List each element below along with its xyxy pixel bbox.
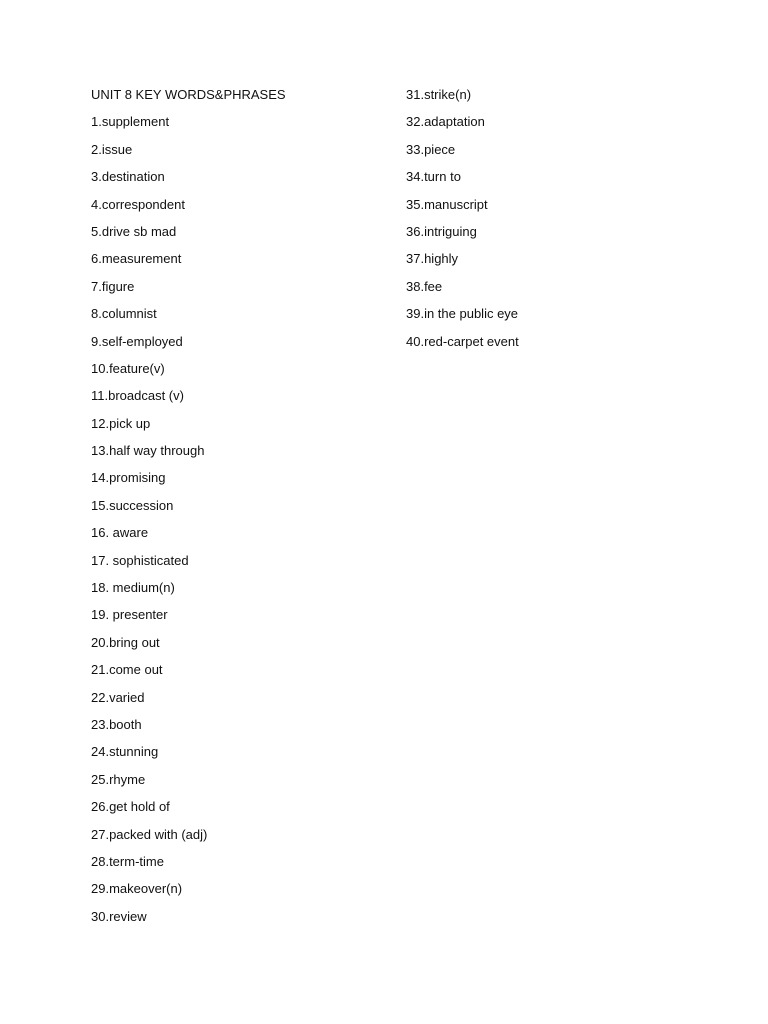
list-item: 13.half way through bbox=[91, 443, 205, 459]
list-item: 18. medium(n) bbox=[91, 580, 175, 596]
list-item: 1.supplement bbox=[91, 114, 170, 130]
list-item: 17. sophisticated bbox=[91, 552, 189, 568]
list-item: 16. aware bbox=[91, 525, 149, 541]
list-item: 26.get hold of bbox=[91, 799, 170, 815]
list-item: 31.strike(n) bbox=[406, 87, 472, 102]
list-item: 4.correspondent bbox=[91, 196, 185, 212]
list-item: 6.measurement bbox=[91, 251, 182, 267]
list-item: 21.come out bbox=[91, 662, 163, 678]
list-item: 34.turn to bbox=[406, 169, 461, 185]
list-item: 25.rhyme bbox=[91, 771, 146, 787]
list-item: 7.figure bbox=[91, 278, 135, 294]
list-item: 11.broadcast (v) bbox=[91, 388, 184, 404]
list-item: 15.succession bbox=[91, 497, 174, 513]
list-item: 5.drive sb mad bbox=[91, 223, 177, 239]
list-item: 23.booth bbox=[91, 716, 142, 732]
page-title: UNIT 8 KEY WORDS&PHRASES bbox=[91, 87, 286, 102]
list-item: 22.varied bbox=[91, 689, 145, 705]
list-item: 14.promising bbox=[91, 470, 166, 486]
list-item: 12.pick up bbox=[91, 415, 151, 431]
list-item: 24.stunning bbox=[91, 744, 159, 760]
list-item: 33.piece bbox=[406, 141, 456, 157]
list-item: 29.makeover(n) bbox=[91, 881, 183, 897]
list-item: 28.term-time bbox=[91, 853, 164, 869]
list-item: 9.self-employed bbox=[91, 333, 183, 349]
list-item: 27.packed with (adj) bbox=[91, 826, 208, 842]
list-item: 3.destination bbox=[91, 169, 165, 185]
list-item: 35.manuscript bbox=[406, 196, 488, 212]
list-item: 39.in the public eye bbox=[406, 306, 519, 322]
list-item: 20.bring out bbox=[91, 634, 160, 650]
list-item: 2.issue bbox=[91, 141, 133, 157]
list-item: 38.fee bbox=[406, 278, 443, 294]
list-item: 37.highly bbox=[406, 251, 459, 267]
list-item: 32.adaptation bbox=[406, 114, 485, 130]
right-column-list bbox=[406, 86, 706, 360]
left-column-list bbox=[91, 86, 381, 935]
list-item: 30.review bbox=[91, 908, 147, 924]
list-item: 36.intriguing bbox=[406, 223, 477, 239]
list-item: 8.columnist bbox=[91, 306, 157, 322]
list-item: 10.feature(v) bbox=[91, 360, 165, 376]
list-item: 40.red-carpet event bbox=[406, 333, 519, 349]
list-item: 19. presenter bbox=[91, 607, 168, 623]
